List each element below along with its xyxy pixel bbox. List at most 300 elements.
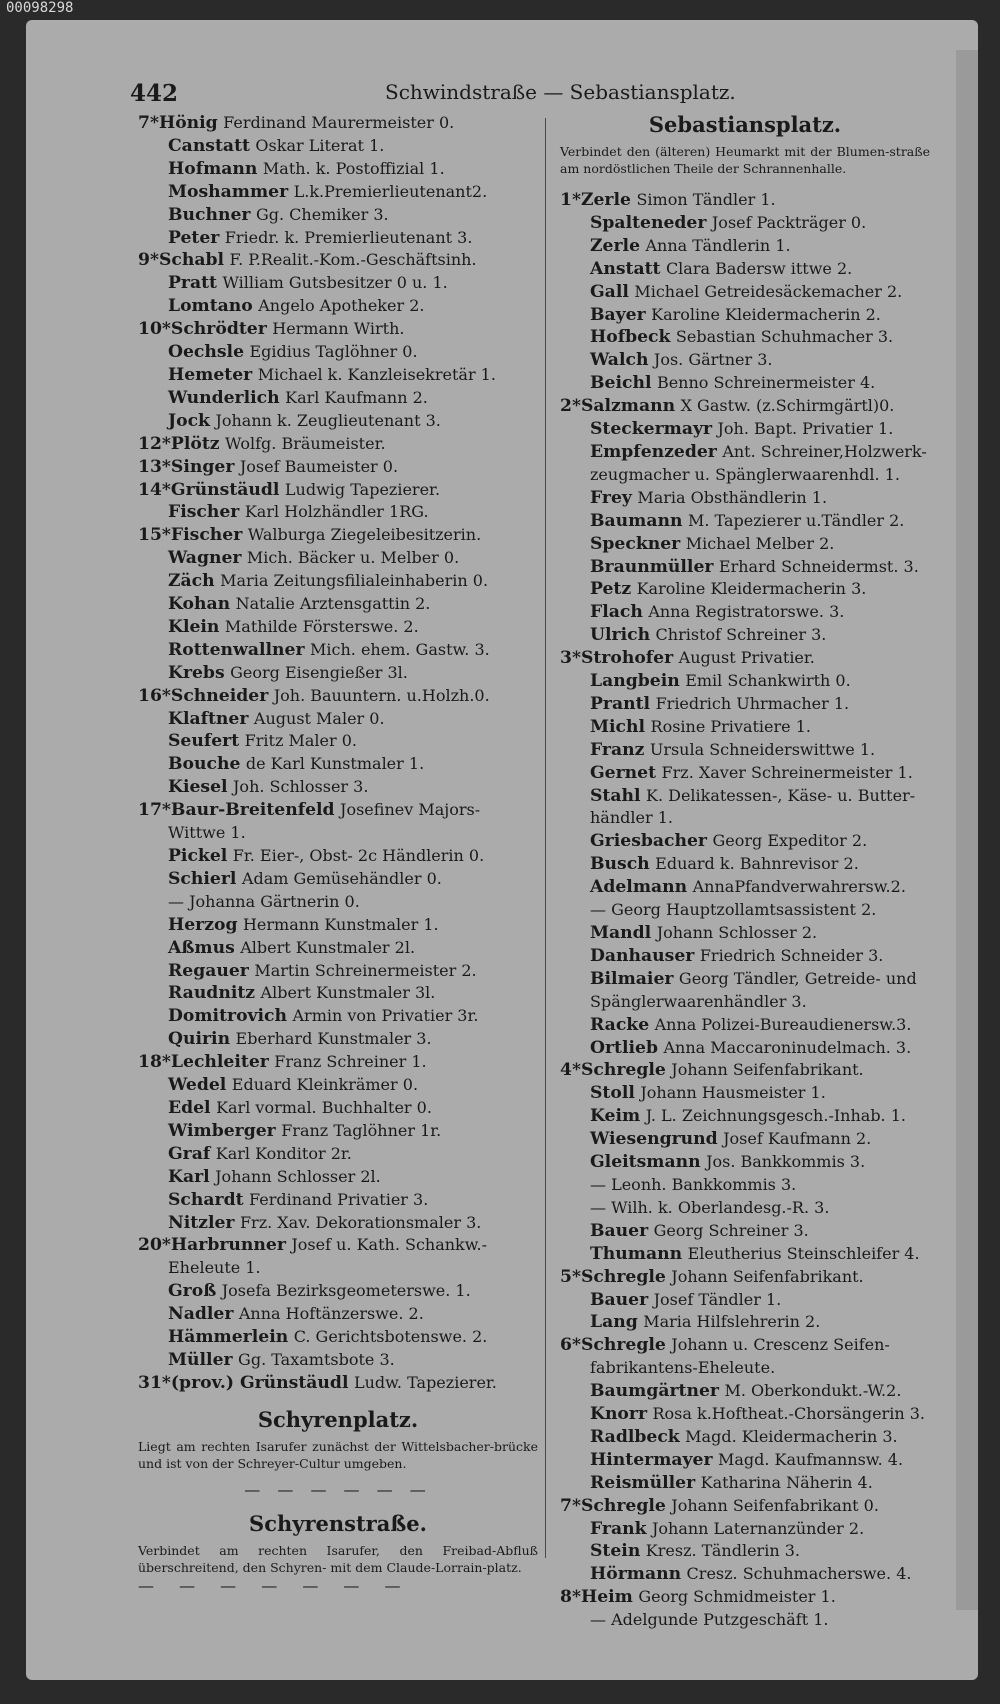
resident-details: Benno Schreinermeister 4. — [656, 373, 876, 393]
resident-surname: Zerle — [580, 190, 631, 210]
section-title-sebastiansplatz: Sebastiansplatz. — [648, 112, 842, 137]
resident-surname: Baumgärtner — [590, 1381, 719, 1402]
resident-surname: Harbrunner — [170, 1235, 286, 1256]
directory-entry — [560, 258, 930, 281]
resident-surname: Schneider — [170, 685, 269, 706]
resident-surname: Heim — [580, 1587, 633, 1608]
directory-entry — [560, 1311, 930, 1334]
directory-entry — [560, 762, 930, 785]
house-number: 10* — [138, 319, 171, 340]
resident-surname: Frank — [590, 1518, 647, 1539]
resident-details: Adam Gemüsehändler 0. — [241, 868, 442, 888]
resident-details: fabrikantens-Eheleute. — [590, 1358, 776, 1378]
resident-surname: Racke — [590, 1014, 650, 1035]
scan-id: 00098298 — [6, 0, 74, 16]
resident-details: Ursula Schneiderswittwe 1. — [649, 739, 876, 759]
resident-details: Ludwig Tapezierer. — [284, 479, 441, 499]
directory-entry — [138, 524, 538, 547]
directory-entry — [138, 318, 538, 341]
resident-details: Josefa Bezirksgeometerswe. 1. — [221, 1281, 471, 1301]
resident-surname: Speckner — [590, 533, 681, 554]
resident-surname: Zerle — [590, 235, 641, 256]
resident-surname: Busch — [590, 854, 650, 875]
directory-entry — [560, 1586, 930, 1609]
directory-entry — [560, 853, 930, 876]
directory-entry — [138, 1074, 538, 1097]
house-number: 9* — [138, 250, 159, 271]
house-number: 16* — [138, 685, 171, 706]
directory-entry — [138, 1326, 538, 1349]
resident-details: Albert Kunstmaler 3l. — [260, 983, 436, 1003]
resident-details: Rosa k.Hoftheat.-Chorsängerin 3. — [652, 1404, 925, 1424]
directory-entry — [560, 1403, 930, 1426]
resident-surname: Bilmaier — [590, 968, 674, 989]
house-number: 6* — [560, 1335, 581, 1356]
resident-surname: Bayer — [590, 304, 646, 325]
resident-surname: Hemeter — [168, 364, 253, 385]
resident-details: Ferdinand Privatier 3. — [249, 1189, 429, 1209]
resident-details: Math. k. Postoffizial 1. — [262, 158, 445, 178]
resident-surname: Hörmann — [590, 1564, 682, 1585]
resident-details: Simon Tändler 1. — [636, 190, 776, 209]
section-desc-schyrenplatz: Liegt am rechten Isarufer zunächst der Wittelsbacher-brücke und ist von der Schreyer-Cultur umgeben. — [138, 1438, 538, 1471]
left-entry-list — [138, 112, 538, 1395]
resident-details: Mich. Bäcker u. Melber 0. — [246, 548, 460, 568]
directory-entry — [560, 647, 930, 670]
directory-entry — [560, 1059, 930, 1082]
resident-surname: Edel — [168, 1097, 211, 1118]
resident-details: Michael k. Kanzleisekretär 1. — [257, 364, 496, 384]
page-number: 442 — [130, 80, 179, 107]
directory-entry — [560, 418, 930, 441]
resident-details: Ludw. Tapezierer. — [353, 1372, 497, 1392]
directory-entry — [560, 945, 930, 968]
resident-details: Joh. Schlosser 3. — [233, 777, 369, 797]
directory-entry — [138, 662, 538, 685]
directory-entry — [138, 456, 538, 479]
resident-details: Johann u. Crescenz Seifen- — [671, 1335, 890, 1355]
directory-entry — [138, 1166, 538, 1189]
resident-details: — Wilh. k. Oberlandesg.-R. 3. — [590, 1197, 830, 1217]
directory-entry — [560, 487, 930, 510]
resident-surname: Wunderlich — [168, 387, 280, 408]
resident-details: — Georg Hauptzollamtsassistent 2. — [590, 900, 877, 920]
directory-entry — [560, 212, 930, 235]
resident-details: Anna Tändlerin 1. — [645, 235, 791, 255]
resident-surname: Rottenwallner — [168, 639, 305, 660]
resident-surname: Franz — [590, 739, 645, 760]
resident-surname: Seufert — [168, 731, 240, 752]
resident-details: Anna Registratorswe. 3. — [648, 602, 845, 622]
resident-details: Karl Kaufmann 2. — [285, 387, 428, 407]
resident-details: Angelo Apotheker 2. — [258, 296, 425, 316]
resident-details: Rosine Privatiere 1. — [650, 716, 811, 736]
resident-details: — Adelgunde Putzgeschäft 1. — [590, 1610, 829, 1630]
directory-entry — [138, 708, 538, 731]
resident-surname: Buchner — [168, 204, 251, 225]
resident-details: August Maler 0. — [253, 708, 385, 728]
resident-details: Gg. Chemiker 3. — [255, 204, 389, 224]
resident-surname: Stoll — [590, 1083, 635, 1104]
house-number: 20* — [138, 1235, 171, 1256]
resident-details: Georg Schreiner 3. — [653, 1220, 809, 1240]
section-title-schyrenplatz: Schyrenplatz. — [257, 1406, 419, 1432]
resident-surname: Gall — [590, 281, 629, 302]
resident-surname: Stahl — [590, 785, 641, 806]
resident-details: Hermann Wirth. — [272, 319, 405, 339]
directory-entry — [138, 593, 538, 616]
resident-details: Georg Schmidmeister 1. — [638, 1587, 836, 1607]
resident-surname: Schregle — [580, 1266, 666, 1287]
directory-entry — [138, 639, 538, 662]
directory-entry — [138, 433, 538, 456]
directory-entry — [138, 387, 538, 410]
directory-entry — [138, 547, 538, 570]
resident-details: Fr. Eier-, Obst- 2c Händlerin 0. — [232, 846, 485, 865]
directory-entry — [560, 464, 930, 487]
directory-entry — [138, 1212, 538, 1235]
section-title-schyrenstrasse: Schyrenstraße. — [249, 1510, 427, 1536]
resident-surname: Spalteneder — [590, 212, 707, 233]
resident-surname: Aßmus — [168, 937, 235, 958]
resident-details: Albert Kunstmaler 2l. — [240, 937, 416, 957]
resident-surname: Schregle — [580, 1060, 666, 1081]
resident-surname: Hönig — [158, 113, 218, 133]
resident-details: Jos. Bankkommis 3. — [706, 1152, 866, 1172]
house-number: 14* — [138, 479, 171, 500]
directory-entry — [560, 304, 930, 327]
directory-entry — [560, 1151, 930, 1174]
directory-entry — [138, 937, 538, 960]
resident-surname: Kiesel — [168, 777, 228, 798]
resident-details: M. Oberkondukt.-W.2. — [724, 1381, 902, 1401]
resident-details: Eduard k. Bahnrevisor 2. — [655, 854, 859, 874]
resident-surname: Regauer — [168, 960, 249, 981]
resident-surname: Schierl — [168, 868, 237, 889]
directory-entry — [560, 189, 930, 212]
resident-details: Wolfg. Bräumeister. — [225, 433, 386, 453]
resident-details: Fritz Maler 0. — [244, 731, 357, 751]
resident-surname: Schardt — [168, 1189, 244, 1210]
directory-entry — [560, 601, 930, 624]
directory-entry — [138, 341, 538, 364]
resident-surname: Bauer — [590, 1220, 649, 1241]
house-number: 2* — [560, 396, 581, 417]
resident-surname: Stein — [590, 1541, 641, 1562]
directory-entry — [560, 441, 930, 464]
resident-details: Johann Seifenfabrikant 0. — [671, 1495, 879, 1515]
page-title: Schwindstraße — Sebastiansplatz. — [385, 80, 736, 104]
resident-details: Christof Schreiner 3. — [655, 625, 827, 645]
resident-surname: Lechleiter — [170, 1052, 269, 1073]
directory-entry — [138, 730, 538, 753]
resident-surname: Pickel — [168, 846, 228, 866]
directory-entry — [560, 899, 930, 922]
resident-surname: Braunmüller — [590, 556, 714, 577]
resident-details: Anna Hoftänzerswe. 2. — [238, 1304, 424, 1324]
resident-details: Ant. Schreiner,Holzwerk- — [722, 441, 927, 461]
resident-surname: Peter — [168, 227, 220, 248]
resident-details: Johann Laternanzünder 2. — [651, 1518, 865, 1538]
resident-details: — Leonh. Bankkommis 3. — [590, 1174, 797, 1194]
directory-entry — [560, 1243, 930, 1266]
resident-details: Michael Melber 2. — [685, 533, 835, 553]
resident-details: Egidius Taglöhner 0. — [249, 342, 418, 362]
resident-surname: Hintermayer — [590, 1449, 713, 1470]
directory-entry — [138, 799, 538, 822]
resident-surname: Nadler — [168, 1304, 234, 1325]
section-desc-schyrenstrasse: Verbindet am rechten Isarufer, den Freibad-Abfluß überschreitend, den Schyren- mit dem Claude-Lorrain-platz. — [138, 1542, 538, 1575]
directory-entry — [560, 624, 930, 647]
directory-entry — [560, 1197, 930, 1220]
directory-entry — [138, 914, 538, 937]
directory-entry — [560, 1105, 930, 1128]
directory-entry — [560, 1334, 930, 1357]
resident-details: L.k.Premierlieutenant2. — [293, 181, 488, 201]
directory-entry — [138, 685, 538, 708]
directory-entry — [560, 1128, 930, 1151]
directory-entry — [138, 822, 538, 845]
resident-surname: Beichl — [590, 373, 652, 394]
left-column — [138, 112, 538, 1599]
resident-surname: Steckermayr — [590, 419, 713, 440]
resident-details: Karl Konditor 2r. — [215, 1143, 352, 1163]
resident-surname: Karl — [168, 1166, 210, 1187]
resident-details: Karl vormal. Buchhalter 0. — [216, 1097, 432, 1117]
resident-surname: (prov.) Grünstäudl — [170, 1372, 349, 1393]
directory-entry — [138, 501, 538, 524]
directory-entry — [560, 693, 930, 716]
resident-details: Maria Zeitungsfilialeinhaberin 0. — [220, 571, 489, 591]
resident-surname: Domitrovich — [168, 1006, 288, 1027]
resident-surname: Baur-Breitenfeld — [170, 800, 335, 821]
resident-details: Georg Eisengießer 3l. — [230, 662, 408, 682]
directory-entry — [560, 372, 930, 395]
house-number: 4* — [560, 1060, 581, 1081]
resident-surname: Kohan — [168, 594, 231, 615]
resident-details: Eheleute 1. — [168, 1258, 261, 1278]
directory-entry — [138, 753, 538, 776]
resident-surname: Schrödter — [170, 319, 267, 340]
directory-entry — [138, 204, 538, 227]
resident-details: Sebastian Schuhmacher 3. — [675, 327, 894, 347]
resident-details: Anna Polizei-Bureaudienersw.3. — [654, 1014, 912, 1034]
resident-surname: Baumann — [590, 510, 683, 531]
directory-entry — [138, 249, 538, 272]
directory-entry — [560, 1014, 930, 1037]
resident-details: Johann Seifenfabrikant. — [671, 1266, 864, 1286]
section-divider: — — — — — — — — [138, 1575, 411, 1595]
resident-surname: Wedel — [168, 1075, 227, 1096]
directory-entry — [138, 1349, 538, 1372]
resident-details: Friedrich Schneider 3. — [699, 945, 884, 965]
directory-entry — [138, 1097, 538, 1120]
directory-entry — [560, 739, 930, 762]
directory-entry — [560, 349, 930, 372]
resident-details: Frz. Xav. Dekorationsmaler 3. — [239, 1212, 482, 1232]
resident-surname: Wiesengrund — [590, 1129, 718, 1150]
resident-surname: Gernet — [590, 762, 657, 783]
resident-details: August Privatier. — [678, 648, 815, 668]
resident-surname: Frey — [590, 487, 632, 508]
resident-details: Karoline Kleidermacherin 3. — [636, 579, 867, 599]
resident-details: Walburga Ziegeleibesitzerin. — [247, 525, 482, 545]
resident-surname: Zäch — [168, 571, 215, 592]
house-number: 13* — [138, 456, 171, 477]
resident-details: zeugmacher u. Spänglerwaarenhdl. 1. — [590, 464, 900, 484]
directory-entry — [138, 272, 538, 295]
directory-entry — [138, 1120, 538, 1143]
resident-details: — Johanna Gärtnerin 0. — [168, 891, 360, 911]
resident-surname: Bauer — [590, 1289, 649, 1310]
resident-surname: Fischer — [170, 525, 243, 546]
resident-details: Maria Obsthändlerin 1. — [637, 487, 828, 507]
house-number: 17* — [138, 800, 171, 821]
resident-surname: Walch — [590, 350, 649, 371]
directory-entry — [138, 1257, 538, 1280]
resident-surname: Krebs — [168, 662, 225, 683]
directory-entry — [138, 158, 538, 181]
directory-entry — [138, 1143, 538, 1166]
directory-entry — [560, 830, 930, 853]
resident-details: Josef Packträger 0. — [711, 212, 867, 232]
resident-surname: Salzmann — [580, 396, 676, 417]
resident-surname: Hämmerlein — [168, 1327, 289, 1348]
directory-entry — [560, 785, 930, 808]
directory-entry — [560, 1563, 930, 1586]
house-number: 3* — [560, 648, 581, 669]
resident-surname: Hofmann — [168, 158, 258, 179]
resident-surname: Hofbeck — [590, 327, 671, 348]
resident-surname: Moshammer — [168, 181, 289, 202]
resident-surname: Bouche — [168, 754, 241, 775]
directory-entry — [560, 968, 930, 991]
resident-surname: Petz — [590, 579, 632, 600]
resident-details: Maria Hilfslehrerin 2. — [643, 1312, 821, 1332]
resident-details: Clara Badersw ittwe 2. — [665, 258, 853, 278]
resident-details: Josefinev Majors- — [340, 800, 481, 820]
directory-entry — [138, 1280, 538, 1303]
resident-surname: Müller — [168, 1349, 233, 1370]
resident-surname: Radlbeck — [590, 1426, 680, 1447]
directory-entry — [560, 1174, 930, 1197]
page-edge — [956, 50, 978, 1610]
resident-details: Josef Tändler 1. — [653, 1289, 782, 1309]
resident-details: Josef Baumeister 0. — [239, 456, 399, 476]
resident-surname: Reismüller — [590, 1472, 696, 1493]
directory-entry — [560, 1220, 930, 1243]
resident-details: Wittwe 1. — [168, 823, 246, 843]
directory-entry — [138, 1234, 538, 1257]
resident-surname: Groß — [168, 1281, 217, 1302]
resident-surname: Langbein — [590, 671, 680, 692]
resident-details: Johann Seifenfabrikant. — [671, 1060, 864, 1080]
directory-entry — [560, 716, 930, 739]
directory-entry — [560, 1472, 930, 1495]
resident-details: Friedrich Uhrmacher 1. — [655, 693, 850, 713]
resident-details: Josef u. Kath. Schankw.- — [291, 1235, 488, 1255]
resident-details: X Gastw. (z.Schirmgärtl)0. — [680, 396, 895, 416]
resident-surname: Singer — [170, 456, 235, 477]
resident-details: Ferdinand Maurermeister 0. — [223, 113, 455, 132]
resident-details: C. Gerichtsbotenswe. 2. — [293, 1327, 488, 1347]
resident-surname: Thumann — [590, 1243, 683, 1264]
resident-surname: Strohofer — [580, 648, 674, 669]
house-number: 8* — [560, 1587, 581, 1608]
directory-entry — [138, 1051, 538, 1074]
directory-entry — [138, 982, 538, 1005]
resident-surname: Adelmann — [590, 877, 688, 898]
resident-surname: Jock — [168, 410, 210, 431]
resident-details: Oskar Literat 1. — [255, 135, 385, 155]
resident-details: Martin Schreinermeister 2. — [254, 960, 477, 980]
directory-entry — [560, 1518, 930, 1541]
resident-details: Katharina Näherin 4. — [700, 1472, 873, 1492]
resident-details: F. P.Realit.-Kom.-Geschäftsinh. — [229, 250, 477, 270]
resident-surname: Ulrich — [590, 625, 651, 646]
directory-entry — [138, 295, 538, 318]
right-column — [560, 112, 930, 1632]
directory-entry — [560, 807, 930, 830]
resident-surname: Keim — [590, 1106, 641, 1127]
directory-entry — [560, 235, 930, 258]
resident-surname: Prantl — [590, 693, 651, 714]
resident-details: Armin von Privatier 3r. — [292, 1006, 479, 1026]
directory-entry — [138, 891, 538, 914]
directory-entry — [560, 326, 930, 349]
house-number: 31* — [138, 1372, 171, 1393]
directory-entry — [560, 1609, 930, 1632]
directory-entry — [560, 281, 930, 304]
directory-entry — [138, 1005, 538, 1028]
resident-surname: Wimberger — [168, 1120, 276, 1141]
resident-surname: Empfenzeder — [590, 441, 717, 462]
directory-entry — [560, 1082, 930, 1105]
resident-details: Magd. Kleidermacherin 3. — [685, 1426, 898, 1446]
directory-entry — [560, 510, 930, 533]
resident-surname: Lomtano — [168, 296, 253, 317]
directory-entry — [138, 845, 538, 868]
resident-surname: Schregle — [580, 1495, 666, 1516]
resident-details: Friedr. k. Premierlieutenant 3. — [224, 227, 473, 247]
resident-details: Georg Expeditor 2. — [712, 831, 868, 851]
directory-entry — [138, 364, 538, 387]
resident-details: Anna Maccaroninudelmach. 3. — [663, 1037, 912, 1057]
resident-details: Johann Hausmeister 1. — [640, 1083, 826, 1103]
directory-entry — [560, 1495, 930, 1518]
resident-details: Emil Schankwirth 0. — [685, 671, 851, 691]
resident-details: Johann Schlosser 2. — [656, 923, 818, 942]
directory-entry — [560, 1380, 930, 1403]
resident-surname: Klaftner — [168, 708, 249, 729]
resident-details: Gg. Taxamtsbote 3. — [238, 1349, 395, 1369]
directory-entry — [560, 876, 930, 899]
resident-surname: Quirin — [168, 1029, 231, 1050]
column-divider — [545, 118, 546, 1558]
directory-entry — [560, 1357, 930, 1380]
resident-surname: Michl — [590, 716, 646, 737]
resident-details: Hermann Kunstmaler 1. — [242, 914, 439, 934]
resident-surname: Raudnitz — [168, 983, 256, 1004]
directory-entry — [138, 227, 538, 250]
directory-entry — [138, 1028, 538, 1051]
resident-surname: Schabl — [158, 250, 225, 271]
resident-surname: Flach — [590, 602, 643, 623]
resident-details: Eleutherius Steinschleifer 4. — [687, 1243, 920, 1263]
directory-entry — [138, 1189, 538, 1212]
resident-details: Mich. ehem. Gastw. 3. — [310, 639, 490, 659]
resident-details: Josef Kaufmann 2. — [723, 1129, 872, 1149]
